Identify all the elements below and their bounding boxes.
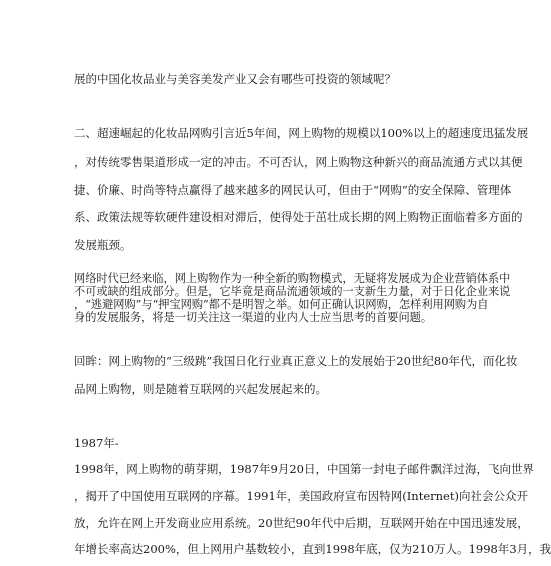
text-line-section-heading: 二、超速崛起的化妆品网购引言近5年间，网上购物的规模以100%以上的超速度迅猛发展 (74, 126, 529, 140)
text-line-p1-2: ，对传统零售渠道形成一定的冲击。不可否认，网上购物这种新兴的商品流通方式以其便 (74, 155, 523, 169)
text-line-p4-2: ，揭开了中国使用互联网的序幕。1991年，美国政府宣布因特网(Internet)向社会公众开 (74, 489, 528, 503)
text-line-intro-question: 展的中国化妆品业与美容美发产业又会有哪些可投资的领域呢？ (74, 72, 396, 86)
text-line-p2-4: 身的发展服务，将是一切关注这一渠道的业内人士应当思考的首要问题。 (74, 311, 433, 324)
text-line-p2-2: 不可或缺的组成部分。但是，它毕竟是商品流通领域的一支新生力量，对于日化企业来说 (74, 285, 511, 298)
text-line-p3-1: 回眸：网上购物的“三级跳”我国日化行业真正意义上的发展始于20世纪80年代，而化妆 (74, 354, 518, 368)
text-line-p4-3: 放，允许在网上开发商业应用系统。20世纪90年代中后期，互联网开始在中国迅速发展， (74, 516, 529, 530)
text-line-p2-3: ，“逃避网购”与“押宝网购”都不是明智之举。如何正确认识网购，怎样利用网购为自 (74, 298, 489, 311)
text-line-year-range: 1987年- (74, 436, 119, 450)
text-line-p4-1: 1998年，网上购物的萌芽期，1987年9月20日，中国第一封电子邮件飘洋过海，飞向世界 (74, 462, 534, 476)
text-line-p1-3: 捷、价廉、时尚等特点赢得了越来越多的网民认可，但由于“网购”的安全保障、管理体 (74, 183, 512, 197)
text-line-p1-5: 发展瓶颈。 (74, 238, 132, 252)
text-line-p1-4: 系、政策法规等软硬件建设相对滞后，使得处于茁壮成长期的网上购物正面临着多方面的 (74, 210, 523, 224)
text-line-p2-1: 网络时代已经来临，网上购物作为一种全新的购物模式，无疑将发展成为企业营销体系中 (74, 272, 511, 285)
text-line-p3-2: 品网上购物，则是随着互联网的兴起发展起来的。 (74, 382, 327, 396)
text-line-p4-4: 年增长率高达200%，但上网用户基数较小，直到1998年底，仅为210万人。1998年3月，我 (74, 542, 551, 556)
